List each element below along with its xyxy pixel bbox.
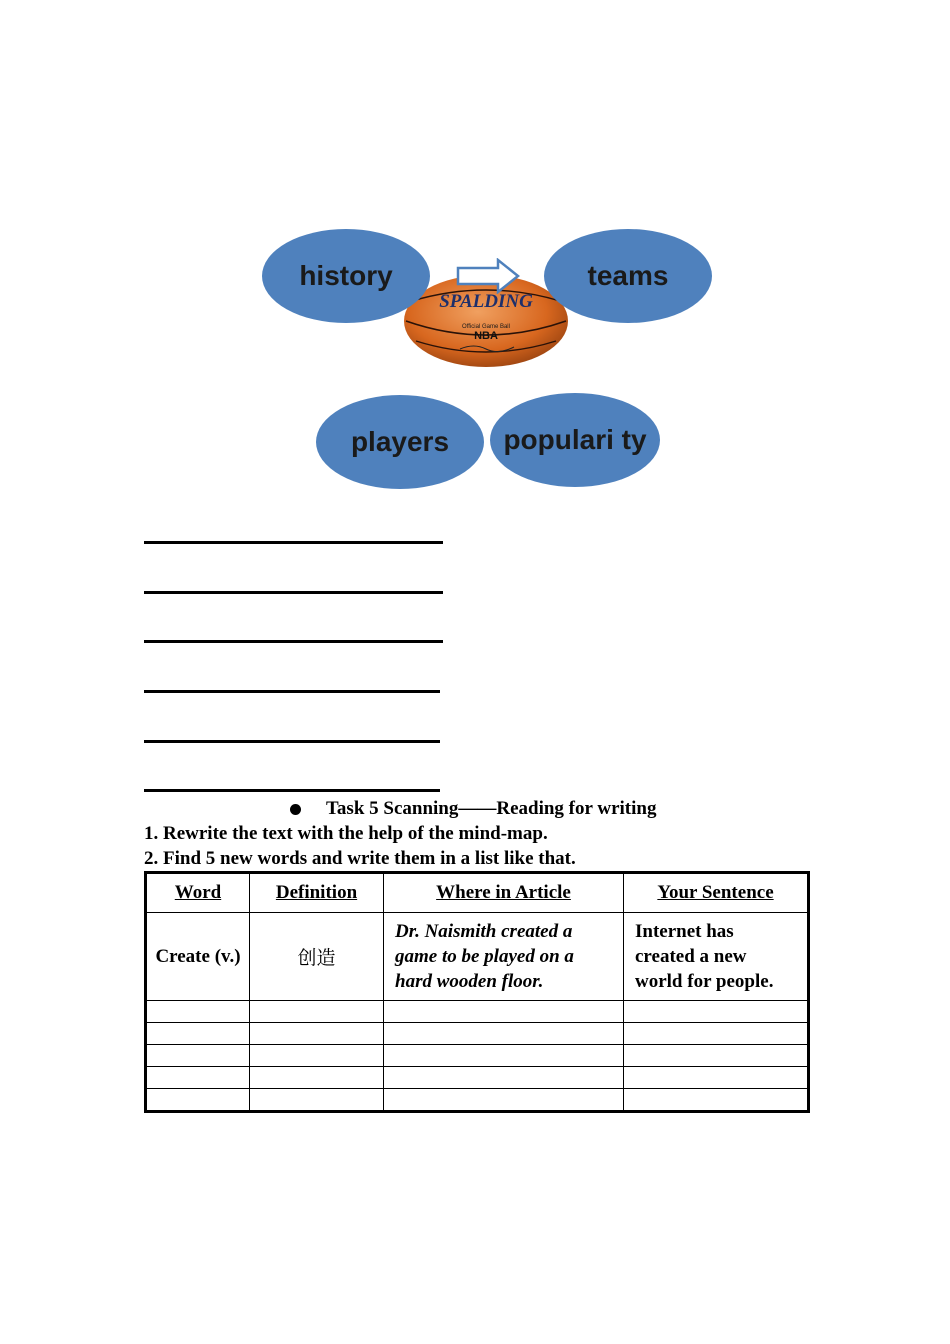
node-label: players	[350, 426, 450, 457]
task-heading	[290, 798, 656, 820]
instruction-2: 2. Find 5 new words and write them in a list like that.	[144, 848, 576, 869]
task-heading-text: Task 5 Scanning——Reading for writing	[326, 798, 657, 819]
empty-cell[interactable]	[384, 1089, 624, 1112]
table-row-empty	[146, 1045, 809, 1067]
table-header-row	[146, 873, 809, 913]
mindmap-node-teams	[544, 229, 712, 323]
writing-line[interactable]	[144, 591, 443, 594]
table-row	[146, 913, 809, 1001]
writing-line[interactable]	[144, 789, 440, 792]
empty-cell[interactable]	[384, 1001, 624, 1023]
empty-cell[interactable]	[250, 1023, 384, 1045]
writing-line[interactable]	[144, 640, 443, 643]
empty-cell[interactable]	[250, 1045, 384, 1067]
column-header-word: Word	[146, 873, 250, 913]
ball-brand-text: SPALDING	[439, 291, 533, 312]
empty-cell[interactable]	[146, 1001, 250, 1023]
empty-cell[interactable]	[624, 1001, 809, 1023]
empty-cell[interactable]	[146, 1067, 250, 1089]
vocabulary-table	[144, 871, 810, 1113]
mindmap-node-history	[262, 229, 430, 323]
empty-cell[interactable]	[384, 1067, 624, 1089]
writing-line[interactable]	[144, 740, 440, 743]
bullet-icon	[290, 804, 301, 815]
empty-cell[interactable]	[624, 1045, 809, 1067]
empty-cell[interactable]	[250, 1089, 384, 1112]
column-header-definition: Definition	[250, 873, 384, 913]
empty-cell[interactable]	[624, 1089, 809, 1112]
ball-league-text: NBA	[474, 330, 498, 342]
mindmap-node-popularity	[490, 393, 660, 487]
right-arrow-icon	[456, 258, 520, 294]
empty-cell[interactable]	[384, 1023, 624, 1045]
ball-caption-text: Official Game Ball	[462, 324, 510, 330]
writing-line[interactable]	[144, 690, 440, 693]
cell-sentence: Internet has created a new world for people.	[624, 913, 809, 1001]
node-label: populari ty	[503, 424, 647, 455]
column-header-sentence: Your Sentence	[624, 873, 809, 913]
mindmap-node-players	[316, 395, 484, 489]
empty-cell[interactable]	[250, 1067, 384, 1089]
table-row-empty	[146, 1067, 809, 1089]
table-row-empty	[146, 1023, 809, 1045]
writing-line[interactable]	[144, 541, 443, 544]
empty-cell[interactable]	[146, 1023, 250, 1045]
empty-cell[interactable]	[250, 1001, 384, 1023]
cell-definition: 创造	[250, 913, 384, 1001]
empty-cell[interactable]	[146, 1045, 250, 1067]
cell-where: Dr. Naismith created a game to be played on a hard wooden floor.	[384, 913, 624, 1001]
empty-cell[interactable]	[624, 1023, 809, 1045]
node-label: history	[299, 260, 393, 291]
empty-cell[interactable]	[384, 1045, 624, 1067]
node-label: teams	[587, 260, 669, 291]
table-row-empty	[146, 1001, 809, 1023]
cell-word: Create (v.)	[146, 913, 250, 1001]
empty-cell[interactable]	[146, 1089, 250, 1112]
table-row-empty	[146, 1089, 809, 1112]
empty-cell[interactable]	[624, 1067, 809, 1089]
instruction-1: 1. Rewrite the text with the help of the mind-map.	[144, 823, 548, 844]
column-header-where: Where in Article	[384, 873, 624, 913]
